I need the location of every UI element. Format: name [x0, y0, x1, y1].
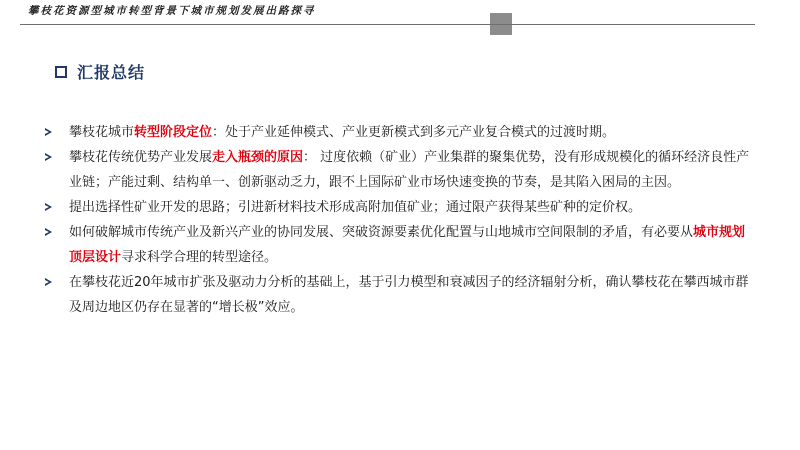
arrow-bullet-icon — [45, 153, 52, 161]
arrow-bullet-icon — [45, 228, 52, 236]
bullet-text: ：处于产业延伸模式、产业更新模式到多元产业复合模式的过渡时期。 — [212, 125, 616, 140]
summary-bullet-4 — [43, 220, 758, 270]
arrow-bullet-icon — [45, 203, 52, 211]
summary-bullet-1 — [43, 120, 758, 145]
hollow-square-bullet-icon — [55, 66, 67, 78]
arrow-bullet-icon — [45, 278, 52, 286]
header-divider — [20, 24, 755, 25]
bullet-text: 在攀枝花近20年城市扩张及驱动力分析的基础上，基于引力模型和衰减因子的经济辐射分析，确认攀枝花在攀西城市群及周边地区仍存在显著的“增长极”效应。 — [69, 275, 749, 315]
bullet-highlight: 城市规划顶层设计 — [69, 225, 746, 265]
bullet-text: 攀枝花传统优势产业发展 — [69, 150, 213, 165]
bullet-text: 如何破解城市传统产业及新兴产业的协同发展、突破资源要素优化配置与山地城市空间限制的矛盾，有必要从 — [69, 225, 694, 240]
summary-bullet-5 — [43, 270, 758, 320]
bullet-highlight: 转型阶段定位 — [134, 125, 213, 140]
bullet-text: 提出选择性矿业开发的思路；引进新材料技术形成高附加值矿业；通过限产获得某些矿种的定价权。 — [69, 200, 642, 215]
document-header-title: 攀枝花资源型城市转型背景下城市规划发展出路探寻 — [28, 5, 316, 17]
section-heading — [55, 60, 145, 83]
bullet-text: ： 过度依赖（矿业）产业集群的聚集优势，没有形成规模化的循环经济良性产业链；产能过剩、结构单一、创新驱动乏力，跟不上国际矿业市场快速变换的节奏，是其陷入困局的主因。 — [69, 150, 750, 190]
bullet-text: 攀枝花城市 — [69, 125, 135, 140]
summary-bullet-2 — [43, 145, 758, 195]
bullet-text: 寻求科学合理的转型途径。 — [121, 250, 278, 265]
bullet-highlight: 走入瓶颈的原因 — [212, 150, 304, 165]
summary-bullet-3 — [43, 195, 758, 220]
section-heading-text: 汇报总结 — [77, 63, 146, 82]
arrow-bullet-icon — [45, 128, 52, 136]
summary-bullet-list — [43, 120, 758, 320]
